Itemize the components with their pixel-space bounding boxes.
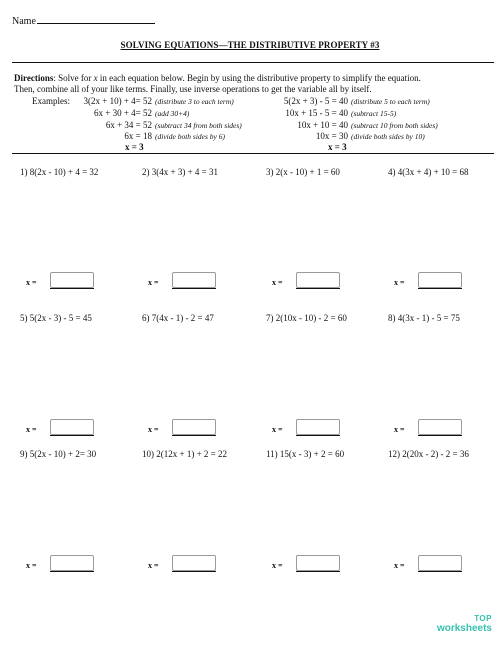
problem-12 bbox=[388, 449, 469, 459]
answer-input-7[interactable] bbox=[296, 419, 340, 435]
directions: Directions: Solve for x in each equation below. Begin by using the distributive property to simplify the equation. Then, combine all of your like terms. Finally, use inverse operations to get the variable all by itself. bbox=[14, 73, 484, 94]
problem-7 bbox=[266, 313, 347, 323]
problem-8 bbox=[388, 313, 460, 323]
problem-number: 1) bbox=[20, 167, 28, 177]
answer-label: x = bbox=[148, 561, 159, 570]
problem-6 bbox=[142, 313, 214, 323]
answer-input-4[interactable] bbox=[418, 272, 462, 288]
example-left-step-equation: 6x + 30 + 4= 52 bbox=[94, 108, 152, 118]
problem-number: 2) bbox=[142, 167, 150, 177]
answer-line bbox=[296, 571, 340, 572]
example-right-step-note: (distribute 5 to each term) bbox=[351, 97, 430, 106]
problem-number: 3) bbox=[266, 167, 274, 177]
examples-label: Examples: bbox=[32, 96, 70, 106]
answer-line bbox=[172, 571, 216, 572]
problem-number: 6) bbox=[142, 313, 150, 323]
answer-input-5[interactable] bbox=[50, 419, 94, 435]
answer-label: x = bbox=[26, 425, 37, 434]
answer-input-12[interactable] bbox=[418, 555, 462, 571]
example-right-answer: x = 3 bbox=[328, 142, 347, 152]
directions-line-2: Then, combine all of your like terms. Finally, use inverse operations to get the variable all by itself. bbox=[14, 83, 372, 94]
problem-equation: 4(3x - 1) - 5 = 75 bbox=[397, 313, 460, 323]
problem-equation: 2(12x + 1) + 2 = 22 bbox=[156, 449, 227, 459]
name-label: Name bbox=[12, 16, 36, 27]
answer-line bbox=[172, 435, 216, 436]
problem-equation: 2(10x - 10) - 2 = 60 bbox=[275, 313, 347, 323]
page-title: SOLVING EQUATIONS—THE DISTRIBUTIVE PROPERTY #3 bbox=[120, 40, 380, 50]
answer-line bbox=[418, 435, 462, 436]
answer-input-3[interactable] bbox=[296, 272, 340, 288]
problem-equation: 3(4x + 3) + 4 = 31 bbox=[151, 167, 218, 177]
problem-11 bbox=[266, 449, 344, 459]
example-left-step-equation: 6x = 18 bbox=[124, 131, 152, 141]
problem-number: 7) bbox=[266, 313, 274, 323]
example-right-step-note: (subtract 15-5) bbox=[351, 109, 397, 118]
problem-equation: 2(20x - 2) - 2 = 36 bbox=[402, 449, 469, 459]
answer-label: x = bbox=[272, 561, 283, 570]
example-right-step-equation: 10x + 15 - 5 = 40 bbox=[285, 108, 348, 118]
example-left-step-equation: 3(2x + 10) + 4= 52 bbox=[83, 96, 152, 106]
answer-label: x = bbox=[394, 278, 405, 287]
problem-equation: 5(2x - 3) - 5 = 45 bbox=[29, 313, 92, 323]
answer-line bbox=[172, 288, 216, 289]
example-left-step-note: (divide both sides by 6) bbox=[155, 132, 225, 141]
problem-number: 8) bbox=[388, 313, 396, 323]
directions-label: Directions bbox=[14, 73, 54, 83]
problem-equation: 8(2x - 10) + 4 = 32 bbox=[29, 167, 99, 177]
answer-line bbox=[296, 288, 340, 289]
answer-input-1[interactable] bbox=[50, 272, 94, 288]
example-left-answer: x = 3 bbox=[125, 142, 144, 152]
answer-line bbox=[296, 435, 340, 436]
answer-input-8[interactable] bbox=[418, 419, 462, 435]
problem-number: 11) bbox=[266, 449, 278, 459]
answer-input-2[interactable] bbox=[172, 272, 216, 288]
example-left-step-note: (add 30+4) bbox=[155, 109, 190, 118]
answer-label: x = bbox=[148, 425, 159, 434]
example-right-step-note: (divide both sides by 10) bbox=[351, 132, 425, 141]
problem-equation: 4(3x + 4) + 10 = 68 bbox=[397, 167, 469, 177]
problem-number: 5) bbox=[20, 313, 28, 323]
answer-line bbox=[50, 435, 94, 436]
example-right-step-equation: 10x = 30 bbox=[315, 131, 348, 141]
watermark-logo: TOP worksheets bbox=[436, 614, 492, 634]
answer-label: x = bbox=[26, 278, 37, 287]
problem-9 bbox=[20, 449, 96, 459]
answer-label: x = bbox=[394, 425, 405, 434]
example-left-step-note: (distribute 3 to each term) bbox=[155, 97, 234, 106]
answer-line bbox=[50, 288, 94, 289]
problem-equation: 5(2x - 10) + 2= 30 bbox=[29, 449, 97, 459]
answer-input-10[interactable] bbox=[172, 555, 216, 571]
example-right-step-equation: 5(2x + 3) - 5 = 40 bbox=[283, 96, 348, 106]
problem-number: 9) bbox=[20, 449, 28, 459]
answer-input-6[interactable] bbox=[172, 419, 216, 435]
answer-label: x = bbox=[26, 561, 37, 570]
examples-divider bbox=[12, 153, 494, 154]
answer-label: x = bbox=[272, 278, 283, 287]
example-right-step-equation: 10x + 10 = 40 bbox=[297, 120, 348, 130]
example-left-step-equation: 6x + 34 = 52 bbox=[105, 120, 152, 130]
problem-1 bbox=[20, 167, 98, 177]
example-right-step-note: (subtract 10 from both sides) bbox=[351, 121, 438, 130]
problem-number: 4) bbox=[388, 167, 396, 177]
problem-5 bbox=[20, 313, 92, 323]
answer-line bbox=[418, 288, 462, 289]
problem-10 bbox=[142, 449, 227, 459]
example-left-step-note: (subtract 34 from both sides) bbox=[155, 121, 242, 130]
problem-equation: 7(4x - 1) - 2 = 47 bbox=[151, 313, 214, 323]
problem-2 bbox=[142, 167, 218, 177]
answer-label: x = bbox=[272, 425, 283, 434]
name-blank-line[interactable] bbox=[37, 14, 155, 24]
answer-label: x = bbox=[394, 561, 405, 570]
answer-label: x = bbox=[148, 278, 159, 287]
answer-input-9[interactable] bbox=[50, 555, 94, 571]
problem-equation: 15(x - 3) + 2 = 60 bbox=[279, 449, 345, 459]
answer-line bbox=[50, 571, 94, 572]
answer-line bbox=[418, 571, 462, 572]
name-field[interactable] bbox=[12, 14, 155, 27]
problem-4 bbox=[388, 167, 468, 177]
answer-input-11[interactable] bbox=[296, 555, 340, 571]
problem-3 bbox=[266, 167, 340, 177]
problem-equation: 2(x - 10) + 1 = 60 bbox=[275, 167, 340, 177]
problem-number: 10) bbox=[142, 449, 154, 459]
header-divider bbox=[12, 62, 494, 63]
problem-number: 12) bbox=[388, 449, 400, 459]
